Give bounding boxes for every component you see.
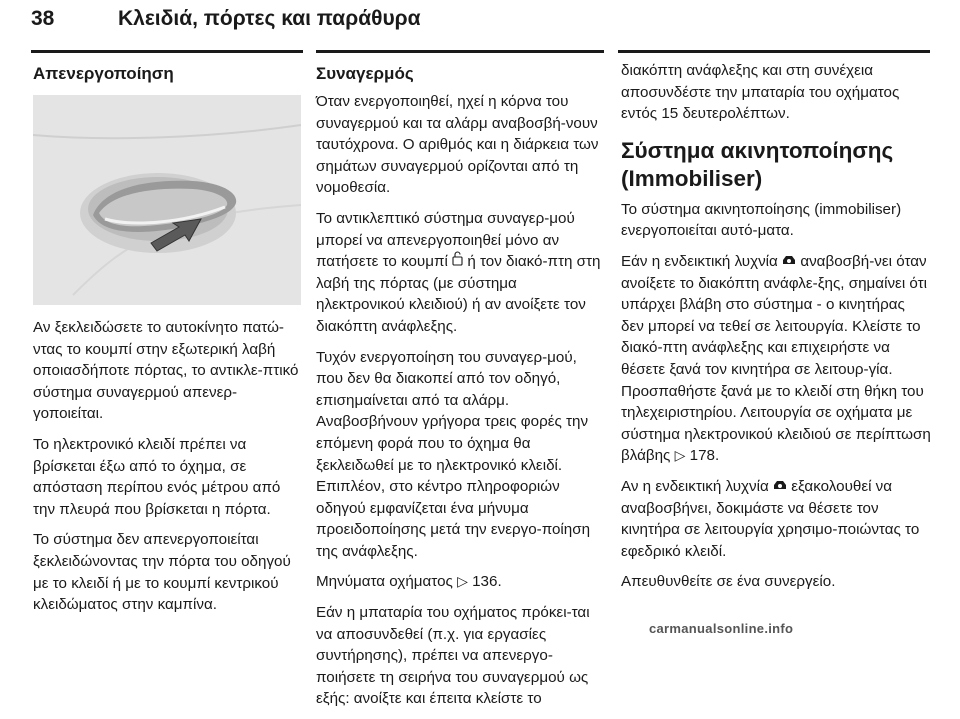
watermark: carmanualsonline.info	[649, 621, 794, 636]
header-rule-left	[31, 50, 303, 53]
paragraph-alarm-deactivation	[316, 208, 606, 338]
page-header	[0, 0, 960, 56]
reference-arrow-icon: ▷	[457, 573, 468, 590]
door-handle-figure	[33, 95, 301, 305]
header-rule-right	[618, 50, 930, 53]
paragraph-deactivation-unlock: Αν ξεκλειδώσετε το αυτοκίνητο πατώ-ντας το κουμπί στην εξωτερική λαβή οποιασδήποτε πόρτας, το αντικλε-πτικό σύστημα συναγερμού απενερ-γοποιείται.	[33, 319, 299, 423]
paragraph-text: εξακολουθεί να αναβοσβήνει, δοκιμάστε να θέσετε τον κινητήρα σε λειτουργία χρησιμο-ποιώντας το εφεδρικό κλειδί.	[621, 477, 920, 560]
paragraph-text: αναβοσβή-νει όταν ανοίξετε το διακόπτη ανάφλε-ξης, σημαίνει ότι υπάρχει βλάβη στο σύστημα - ο κινητήρας δεν μπορεί να τεθεί σε λειτουργία. Κλείστε το διακό-πτη ανάφλεξης και επιχειρήστε να θέσετε ξανά τον κινητήρα σε λειτουρ-γία. Προσπαθήστε ξανά με το κλειδί στη θήκη του τηλεχειριστηρίου. Λειτουργία σε οχήματα με σύστημα ηλεκτρονικού κλειδιού σε περίπτωση βλάβης	[621, 252, 931, 465]
section-heading-alarm: Συναγερμός	[316, 64, 414, 83]
column-middle	[316, 60, 606, 719]
page-reference[interactable]: 178.	[689, 447, 720, 465]
column-left	[33, 60, 301, 625]
paragraph-text: ή τον διακό-πτη στη λαβή της πόρτας (με σύστημα ηλεκτρονικού κλειδιού) ή αν ανοίξετε τον διακόπτη ανάφλεξης.	[316, 253, 601, 335]
running-title: Κλειδιά, πόρτες και παράθυρα	[118, 7, 421, 30]
paragraph-immobiliser-lamp-flashing	[621, 251, 931, 467]
header-rule-middle	[316, 50, 604, 53]
paragraph-alarm-triggered: Όταν ενεργοποιηθεί, ηχεί η κόρνα του συναγερμού και τα αλάρμ αναβοσβή-νουν ταυτόχρονα. Ο αριθμός και η διάρκεια των σημάτων συναγερμού ορίζονται από τη νομοθεσία.	[316, 93, 599, 197]
unlock-button-icon	[452, 251, 463, 273]
paragraph-text: Αν η ενδεικτική λυχνία	[621, 477, 769, 495]
door-handle-illustration	[33, 95, 301, 305]
paragraph-not-deactivated: Το σύστημα δεν απενεργοποιείται ξεκλειδώνοντας την πόρτα του οδηγού με το κλειδί ή με το κουμπί κεντρικού κλειδώματος στην καμπίνα.	[33, 531, 291, 614]
paragraph-vehicle-messages	[316, 571, 606, 593]
paragraph-electronic-key-distance: Το ηλεκτρονικό κλειδί πρέπει να βρίσκεται έξω από το όχημα, σε απόσταση περίπου ενός μέτρου από την πλευρά που βρίσκεται η πόρτα.	[33, 435, 281, 518]
paragraph-alarm-indication: Τυχόν ενεργοποίηση του συναγερ-μού, που δεν θα διακοπεί από τον οδηγό, επισημαίνεται από τα αλάρμ. Αναβοσβήνουν γρήγορα τρεις φορές την επόμενη φορά που το όχημα θα ξεκλειδωθεί με το ηλεκτρονικό κλειδί. Επιπλέον, στο κέντρο πληροφοριών οδηγού εμφανίζεται ένα μήνυμα προειδοποίησης μετά την ενεργο-ποίηση της ανάφλεξης.	[316, 348, 591, 560]
immobiliser-lamp-icon	[782, 251, 796, 273]
page-reference[interactable]: 136.	[472, 573, 502, 591]
paragraph-immobiliser-auto: Το σύστημα ακινητοποίησης (immobiliser) ενεργοποιείται αυτό-ματα.	[621, 200, 902, 240]
heading-line-2: (Immobiliser)	[621, 165, 763, 191]
paragraph-text: Το αντικλεπτικό σύστημα συναγερ-μού μπορεί να απενεργοποιηθεί μόνο αν πατήσετε το κουμπί	[316, 209, 575, 271]
section-heading-deactivation: Απενεργοποίηση	[33, 64, 174, 83]
heading-line-1: Σύστημα ακινητοποίησης	[621, 137, 894, 163]
reference-arrow-icon: ▷	[674, 447, 686, 464]
immobiliser-lamp-icon	[773, 476, 787, 498]
page-number: 38	[31, 7, 55, 30]
paragraph-battery-continuation: διακόπτη ανάφλεξης και στη συνέχεια αποσυνδέστε την μπαταρία του οχήματος εντός 15 δευτερολέπτων.	[621, 62, 900, 123]
paragraph-immobiliser-lamp-still-flashing	[621, 476, 931, 562]
column-right	[621, 60, 931, 602]
paragraph-text: Εάν η ενδεικτική λυχνία	[621, 252, 778, 270]
paragraph-battery-disconnect: Εάν η μπαταρία του οχήματος πρόκει-ται να αποσυνδεθεί (π.χ. για εργασίες συντήρησης), πρέπει να απενεργο-ποιήσετε τη σειρήνα του συναγερμού ως εξής: ανοίξτε και έπειτα κλείστε το	[316, 604, 590, 708]
section-heading-immobiliser	[621, 137, 931, 193]
paragraph-text: Μηνύματα οχήματος	[316, 573, 453, 591]
paragraph-contact-workshop: Απευθυνθείτε σε ένα συνεργείο.	[621, 573, 836, 591]
